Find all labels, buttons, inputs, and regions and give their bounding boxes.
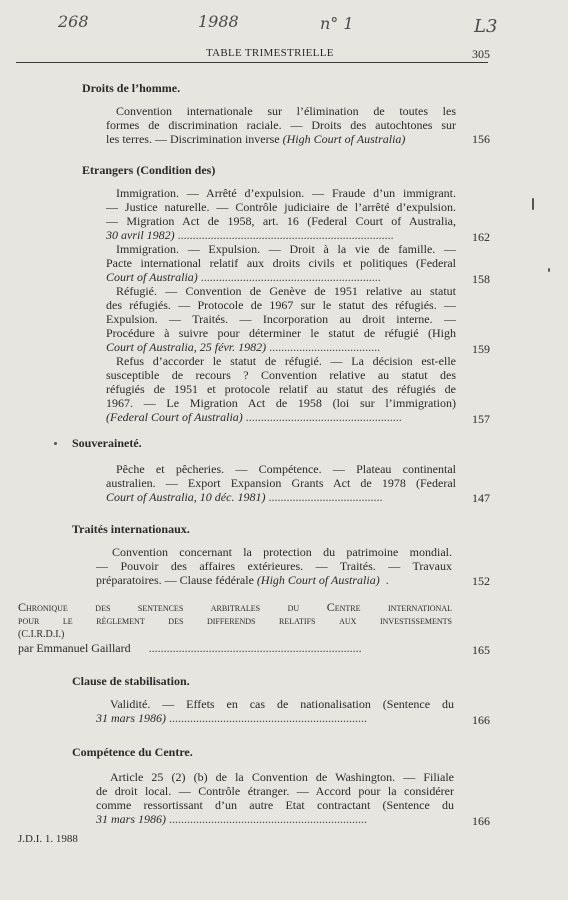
entry-line: Court of Australia, 10 déc. 1981) ...................................... <box>106 490 383 504</box>
page-ref: 158 <box>472 272 490 286</box>
page-ref: 152 <box>472 574 490 588</box>
heading-traites: Traités internationaux. <box>72 522 190 536</box>
entry-line: 1967. — Le Migration Act de 1958 (loi sur l’immigration) <box>106 396 456 410</box>
handwritten-note-code: L3 <box>474 16 498 37</box>
entry-line: susceptible de recours ? Convention relative au statut des <box>106 368 456 382</box>
entry-line: Pacte international relatif aux droits civils et politiques (Federal <box>106 256 456 270</box>
entry-line: Procédure à suivre pour déterminer le statut de réfugié (High <box>106 326 456 340</box>
page-number: 305 <box>472 47 490 61</box>
entry-line: comme ressortissant d’un autre Etat contractant (Sentence du <box>96 798 454 812</box>
entry-line: formes de discrimination raciale. — Droits des autochtones sur <box>106 118 456 132</box>
entry-line: de droit local. — Contrôle étranger. — Accord pour la considérer <box>96 784 454 798</box>
entry-line: Pêche et pêcheries. — Compétence. — Plateau continental <box>116 462 456 476</box>
entry-line: Immigration. — Arrêté d’expulsion. — Fraude d’un immigrant. <box>116 186 456 200</box>
page-ref: 147 <box>472 491 490 505</box>
ink-speck <box>54 442 57 445</box>
entry-line: Validité. — Effets en cas de nationalisation (Sentence du <box>110 697 454 711</box>
entry-line: Refus d’accorder le statut de réfugié. — La décision est-elle <box>116 354 456 368</box>
page-ref: 162 <box>472 230 490 244</box>
page-ref: 159 <box>472 342 490 356</box>
author-line: par Emmanuel Gaillard ....................................................................... <box>18 641 362 655</box>
handwritten-note-268: 268 <box>58 12 89 31</box>
entry-line: 30 avril 1982) ........................................................................ <box>106 228 394 242</box>
heading-souverainete: Souveraineté. <box>72 436 142 450</box>
heading-etrangers: Etrangers (Condition des) <box>82 163 216 177</box>
handwritten-note-number: n° 1 <box>320 14 354 33</box>
page-ref: 166 <box>472 814 490 828</box>
entry-line: 31 mars 1986) .................................................................. <box>96 812 368 826</box>
entry-line: Réfugié. — Convention de Genève de 1951 relative au statut <box>116 284 456 298</box>
entry-line: Court of Australia) ............................................................ <box>106 270 381 284</box>
handwritten-note-year: 1988 <box>198 12 239 31</box>
entry-line: Convention internationale sur l’élimination de toutes les <box>116 104 456 118</box>
page-ref: 157 <box>472 412 490 426</box>
ink-speck <box>532 198 534 210</box>
page-ref: 166 <box>472 713 490 727</box>
entry-line: Immigration. — Expulsion. — Droit à la vie de famille. — <box>116 242 456 256</box>
entry-line: Article 25 (2) (b) de la Convention de Washington. — Filiale <box>110 770 454 784</box>
heading-competence-centre: Compétence du Centre. <box>72 745 193 759</box>
entry-line: 31 mars 1986) .................................................................. <box>96 711 368 725</box>
section-title-line: (C.I.R.D.I.) <box>18 629 65 640</box>
running-head: TABLE TRIMESTRIELLE <box>206 47 334 59</box>
header-rule <box>16 62 488 63</box>
entry-line: australien. — Export Expansion Grants Act de 1978 (Federal <box>106 476 456 490</box>
section-title-line: Chronique des sentences arbitrales du Centre international <box>18 600 452 614</box>
entry-line: Expulsion. — Traités. — Incorporation au droit interne. — <box>106 312 456 326</box>
heading-droits-homme: Droits de l’homme. <box>82 81 181 95</box>
footer-signature: J.D.I. 1. 1988 <box>18 833 78 845</box>
page-ref: 165 <box>472 643 490 657</box>
entry-line: Convention concernant la protection du patrimoine mondial. <box>112 545 452 559</box>
page-ref: 156 <box>472 132 490 146</box>
heading-clause-stabilisation: Clause de stabilisation. <box>72 674 190 688</box>
entry-line: les terres. — Discrimination inverse (High Court of Australia) <box>106 132 406 146</box>
section-title-line: pour le règlement des differends relatifs aux investissements <box>18 615 452 627</box>
entry-line: réfugiés de 1951 et protocole relatif au statut des réfugiés de <box>106 382 456 396</box>
entry-line: — Justice naturelle. — Contrôle judiciaire de l’arrêté d’expulsion. <box>106 200 456 214</box>
entry-line: préparatoires. — Clause fédérale (High Court of Australia) . <box>96 573 389 587</box>
ink-speck <box>548 268 550 272</box>
entry-line: — Pouvoir des affaires extérieures. — Traités. — Travaux <box>96 559 452 573</box>
entry-line: (Federal Court of Australia) .................................................... <box>106 410 402 424</box>
entry-line: — Migration Act de 1958, art. 16 (Federal Court of Australia, <box>106 214 456 228</box>
entry-line: Court of Australia, 25 févr. 1982) ..................................... <box>106 340 381 354</box>
entry-line: des réfugiés. — Protocole de 1967 sur le statut des réfugiés. — <box>106 298 456 312</box>
